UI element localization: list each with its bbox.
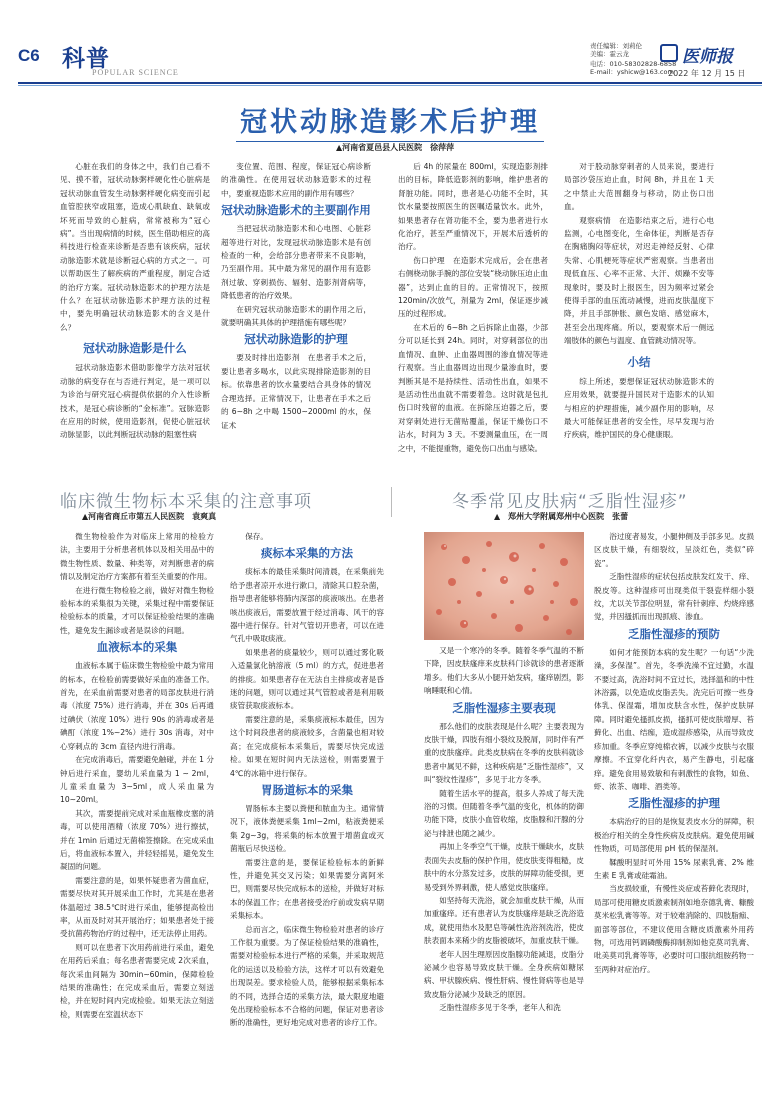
paragraph: 随着生活水平的提高，很多人养成了每天洗浴的习惯。但随着冬季气温的变化，机体的防御功能下降，皮肤小血管收缩，皮脂腺和汗腺的分泌与排泄也随之减少。 <box>424 788 584 838</box>
paragraph: 当把冠状动脉造影术和心电图、心脏彩超等进行对比，发现冠状动脉造影术是有创检查的一种，会给部分患者带来不良影响，乃至副作用。其中最为常见的副作用有造影剂过敏、穿刺损伤、辐射、造影剂肾病等，降低患者的治疗效果。 <box>221 224 371 301</box>
paragraph: 其次，需要提前完成对采血瓶橡皮塞的消毒，可以使用酒精（浓度 70%）进行擦拭，并在 1min 后通过无菌棉签擦除。在完成采血后，将血液标本置入，并轻轻摇晃，避免发生凝固的问题。 <box>60 808 214 872</box>
paragraph: 当皮损较重，有慢性炎症或苔藓化表现时，局部可使用糖皮质激素制剂如地奈德乳膏、糠酸莫米松乳膏等等。对于较难消除的、四肢脂痂、面部等部位，不建议使用含糖皮质激素外用药物，可选用钙调磷酸酶抑制剂如他克莫司乳膏、吡美莫司乳膏等等，必要时可口服抗组胺药物一至两种对症治疗。 <box>594 884 754 974</box>
subheading: 小结 <box>627 354 651 369</box>
paragraph: 冠状动脉造影术借助影像学方法对冠状动脉的病变存在与否进行判定，是一项可以为诊治与研究冠心病提供依据的介入性诊断技术，是冠心病诊断的“金标准”。冠脉造影在应用的时候，使用造影剂，促使心脏冠状动脉显影，以此判断冠状动脉的阻塞性病 <box>60 363 210 440</box>
article1-column-1 <box>60 160 210 480</box>
article3-left-column <box>424 644 584 1110</box>
issue-date: 2022 年 12 月 15 日 <box>668 69 746 78</box>
paragraph: 老年人因生理原因皮脂腺功能减退，皮脂分泌减少也容易导致皮肤干燥。全身疾病如糖尿病、甲状腺疾病、慢性肝病、慢性肾病等也是导致皮脂分泌减少及缺乏的原因。 <box>424 949 584 999</box>
paragraph: 本病治疗的目的是恢复表皮水分的屏障，积极治疗相关的全身性疾病及皮肤病。避免使用碱性物质，可局部使用 pH 低的保湿剂。 <box>594 817 754 854</box>
paragraph: 要及时排出造影剂 在患者手术之后，要让患者多喝水，以此实现排除造影剂的目标。依靠患者的饮水量要结合具身体的情况合理选择。正常情况下，让患者在手术之后的 6~8h 之中喝 1500~2000ml 的水，保证术 <box>221 353 371 430</box>
eczema-skin-photo <box>424 532 584 640</box>
paragraph: 胃肠标本主要以粪便和脓血为主。通常情况下，液体粪便采集 1ml~2ml，粘液粪便采集 2g~3g，将采集的标本放置于增菌盒或灭菌瓶后尽快送检。 <box>230 803 384 854</box>
paragraph: 又是一个寒冷的冬季。随着冬季气温的不断下降，因皮肤瘙痒来皮肤科门诊就诊的患者逐渐增多。他们大多从小腿开始发病，瘙痒剧烈，影响睡眠和心情。 <box>424 646 584 696</box>
subheading: 乏脂性湿疹主要表现 <box>452 700 556 715</box>
paragraph: 总而言之，临床微生物检验对患者的诊疗工作很为重要。为了保证检验结果的准确性，需要对检验标本进行严格的采集，并采取规范化的运送以及检验方法，这样才可以有效避免出现误差。要求检验人员，能够根据采集标本的不同，选择合适的采集方法，最大限度地避免出现检验标本不合格的问题，保证对患者诊断的准确性，更好地完成对患者的诊疗工作。 <box>230 924 384 1028</box>
paragraph: 则可以在患者下次用药前进行采血，避免在用药后采血；每名患者需要完成 2次采血，每次采血间隔为 30min~60min，保障检验结果的准确性；在完成采血后，需要立刻送检，并在短时间内完成检验。如果无法立刻送检，则需要在室温状态下 <box>60 942 214 1019</box>
paragraph: 如何才能预防本病的发生呢？一句话“少洗澡，多保湿”。首先，冬季洗澡不宜过勤，水温不要过高，洗浴时间不宜过长，选择温和的中性沐浴露，以免造成皮脂丢失。洗完后可擦一些身体乳、保湿霜，增加皮肤含水性，保护皮肤屏障。同时避免搔抓皮损，搔抓可使皮肤增厚、苔藓化、出血、结痂，造成湿疹感染，从而导致皮疹加重。冬季应穿纯棉衣裤，以减少皮肤与衣服摩擦。不宜穿化纤内衣，易产生静电，引起瘙痒。避免食用易致敏和有刺激性的食物，如鱼、虾、浓茶、咖啡、酒类等。 <box>594 647 754 791</box>
editor-line-1: 责任编辑：刘莉伦 <box>590 42 642 50</box>
subheading: 乏脂性湿疹的护理 <box>628 796 720 811</box>
paragraph: 那么他们的皮肤表现是什么呢？主要表现为皮肤干燥，四肢有细小裂纹及脱屑，同时伴有严重的皮肤瘙痒。此类皮肤病在冬季的皮肤科就诊患者中属见不鲜，这种疾病是“乏脂性湿疹”，又叫“裂纹性湿疹”，多见于北方冬季。 <box>424 721 584 785</box>
masthead-title: 医师报 <box>682 47 733 67</box>
paragraph: 痰标本的最佳采集时间清晨，在采集前先给予患者凉开水进行漱口，清除其口腔杂菌，指导患者能够将肺内深部的痰液咳出。在患者咳出痰液后，需要放置于经过消毒、风干的容器中进行保存。针对气管切开患者，可以在进气孔中吸取痰液。 <box>230 567 384 644</box>
paragraph: 在进行微生物检验之前，做好对微生物检验标本的采集很为关键，采集过程中需要保证检验标本的质量，才可以保证检验结果的准确性，避免发生漏诊或者是误诊的问题。 <box>60 585 214 635</box>
article3-right-column <box>594 530 754 1110</box>
paragraph: 浴过度者易发，小腿伸侧及手部多见。皮损区皮肤干燥，有细裂纹，呈淡红色，类似“碎瓷”。 <box>594 532 754 568</box>
header-rule <box>18 82 762 84</box>
paragraph: 再加上冬季空气干燥，皮肤干燥缺水，皮肤表面失去皮脂的保护作用，使皮肤变得粗糙，皮肤中的水分蒸发过多，皮肤的屏障功能受损，更易受到外界刺激，使人感觉皮肤瘙痒。 <box>424 842 584 892</box>
paragraph: 保存。 <box>245 532 268 541</box>
paragraph: 需要注意的是，要保证检验标本的新鲜性，并避免其交叉污染；如果需要分离阿米巴，则需要尽快完成标本的送检，并做好对标本的保温工作；在患者接受治疗前或发病早期采集标本。 <box>230 857 384 921</box>
paragraph: 综上所述，要想保证冠状动脉造影术的应用效果，就要提升国民对于造影术的认知与相应的护理措施，减少副作用的影响，尽最大可能保证患者的安全性，尽早发现与治疗疾病，维护国民的身心健康眼。 <box>564 376 714 440</box>
paragraph: 需要注意的是，采集痰液标本最佳，因为这个时间段患者的痰液较多，含菌量也相对较高；在完成痰标本采集后，需要尽快完成送检。如果在短时间内无法送检，则需要置于 4℃的冰箱中进行保存。 <box>230 714 384 778</box>
article1-column-3 <box>398 160 548 480</box>
article1-column-2 <box>221 160 371 480</box>
article3-title: 冬季常见皮肤病“乏脂性湿疹” <box>452 492 688 512</box>
paragraph: 需要注意的是，如果怀疑患者为菌血症，需要尽快对其开展采血工作时，尤其是在患者体温超过 38.5℃时进行采血，能够提高检出率，从而及时对其开展治疗；如果患者处于接受抗菌药物治疗的过程中，还无法停止用药。 <box>60 875 214 939</box>
article1-byline: ▲河南省夏邑县人民医院 徐萍萍 <box>336 143 455 152</box>
article3-byline: ▲ 郑州大学附属郑州中心医院 张蕾 <box>494 512 629 521</box>
subheading: 冠状动脉造影是什么 <box>83 341 187 356</box>
paragraph: 乏脂性湿疹多见于冬季，老年人和洗 <box>439 1003 561 1013</box>
paragraph: 伤口护理 在造影术完成后，会在患者右侧桡动脉手腕的部位安装“桡动脉压迫止血器”，达到止血的目的。正常情况下，按照 120min/次放气，剂量为 2ml，保证逐步减压的过程形成。 <box>398 255 548 319</box>
header-rule-thin <box>18 85 762 86</box>
email-line: E-mail：yshicw@163.com <box>590 68 674 76</box>
paragraph: 如果患者的痰量较少，则可以通过雾化吸入适量氯化钠溶液（5 ml）的方式，促进患者的排痰。如果患者存在无法自主排痰或者是昏迷的问题，则可以通过其气管腔或者是利用吸痰管获取痰液标本。 <box>230 647 384 711</box>
page-number: C6 <box>18 46 40 65</box>
editor-line-2: 美编：霍云龙 <box>590 50 629 58</box>
subheading: 痰标本采集的方法 <box>261 546 353 561</box>
subheading: 乏脂性湿疹的预防 <box>628 626 720 641</box>
subheading: 冠状动脉造影术的主要副作用 <box>221 203 371 218</box>
section-subtitle: POPULAR SCIENCE <box>92 68 179 77</box>
paragraph: 心脏在我们的身体之中，我们自己看不见、摸不着，冠状动脉粥样硬化性心脏病是冠状动脉血管发生动脉粥样硬化病变而引起血管腔狭窄或阻塞，造成心肌缺血、缺氧或坏死而导致的心脏病，常常被称为“冠心病”。当出现病情的时候，医生借助相应的高科技进行检查来诊断是否患有该疾病，冠状动脉造影术就是诊断冠心病的方式之一。可以帮助医生了解疾病的严重程度，制定合适的治疗方案。冠状动脉造影术的护理方法是什么？在冠状动脉造影术护理方法的过程中，要先明确冠状动脉造影术的含义是什么？ <box>60 162 210 332</box>
paragraph: 乏脂性湿疹的症状包括皮肤发红发干、痒、脱皮等。这种湿疹可出现类似干裂瓷样细小裂纹，尤以关节部位明显，常有针刺痒、灼烧痒感觉，并因搔抓而出现抓痕、渗血。 <box>594 572 754 622</box>
subheading: 胃肠道标本的采集 <box>261 782 353 797</box>
paragraph: 在完成消毒后，需要避免触碰，并在 1 分钟后进行采血，婴幼儿采血量为 1 ~ 2ml，儿童采血量为 3~5ml，成人采血量为 10~20ml。 <box>60 755 214 805</box>
paragraph: 微生物检验作为对临床上常用的检验方法，主要用于分析患者机体以及相关用品中的微生物性质、数量、种类等，对判断患者的病情以及制定治疗方案都有着至关重要的作用。 <box>60 532 214 582</box>
paragraph: 观察病情 在造影结束之后，进行心电监测，心电图变化，生命体征，判断是否存在胸痛胸闷等症状，对迟走神经反射、心律失常、心肌梗死等症状严密观察。当患者出现低血压、心率不正常、大汗、烦躁不安等现象时，要及时上报医生，因为频率过紧会使得手部的血压流动减慢，进而皮肤温度下降，并且手部肿胀、颜色发暗、感觉麻木，甚至会出现疼痛。所以，要观察术后一侧远端肢体的颜色与温度、血管跳动情况等。 <box>564 215 714 346</box>
article-divider <box>391 487 392 517</box>
paragraph: 如坚持每天洗浴，就会加重皮肤干燥，从而加重瘙痒。还有患者认为皮肤瘙痒是缺乏洗浴造成，就使用热水及肥皂等碱性洗浴剂洗浴，使皮肤表面本来稀少的皮脂被破坏，加重皮肤干燥。 <box>424 895 584 946</box>
section-title: 科普 <box>62 46 110 72</box>
paragraph: 血液标本属于临床微生物检验中最为常用的标本，在检验前需要做好采血的准备工作。首先，在采血前需要对患者的局部皮肤进行消毒（浓度 75%）进行消毒，并在 30s 后再通过碘伏（浓度 10%）进行 90s 的消毒或者是碘酊（浓度 1%~2%）进行 30s 消毒，对中心穿刺点的 3cm 直径内进行消毒。 <box>60 661 214 751</box>
masthead-logo-icon <box>660 44 678 62</box>
article2-column-1 <box>60 530 214 1110</box>
paragraph: 在研究冠状动脉造影术的副作用之后，就要明确其具体的护理措施有哪些呢？ <box>221 304 371 328</box>
phone-line: 电话：010-58302828-6858 <box>590 60 677 68</box>
paragraph: 后 4h 的尿量在 800ml，实现造影剂排出的目标，降低造影剂的影响，维护患者的肾脏功能。同时，患者是心功能不全时，其饮水量要按照医生的医嘱适量饮水。此外，如果患者存在肾功能不全，要为患者进行水化治疗，甚至严重情况下，开展术后透析的治疗。 <box>398 162 548 252</box>
subheading: 冠状动脉造影的护理 <box>244 332 348 347</box>
subheading: 血液标本的采集 <box>96 640 178 655</box>
paragraph: 对于股动脉穿刺者的人员来说，要进行局部沙袋压迫止血，时间 8h，并且在 1 天之中禁止大范围翻身与移动，防止伤口出血。 <box>564 162 714 212</box>
article2-title: 临床微生物标本采集的注意事项 <box>60 492 312 512</box>
paragraph: 鞣酸明显时可外用 15% 尿素乳膏、2% 维生素 E 乳膏或硅霜油。 <box>594 857 754 880</box>
paragraph: 变位置、范围、程度，保证冠心病诊断的准确性。在使用冠状动脉造影术的过程中，要重视造影术应用的副作用有哪些？ <box>221 162 371 198</box>
article1-column-4 <box>564 160 714 480</box>
article1-title: 冠状动脉造影术后护理 <box>240 107 540 138</box>
article2-column-2 <box>230 530 384 1110</box>
article2-byline: ▲河南省商丘市第五人民医院 袁爽真 <box>82 512 217 521</box>
paragraph: 在术后的 6~8h 之后拆除止血器，少部分可以延长到 24h。同时，对穿刺部位的出血情况、血肿、止血器周围的渗血情况等进行观察。当止血器周边出现少量渗血时，要判断其是不是持续性、活动性出血，如果不是活动性出血就不需要着急。这时就是包扎伤口时残留的血液。在拆除压迫器之后，要对穿刺处进行无菌贴覆盖，保证干燥伤口不沾水，时间为 3 天。不要测量血压，在一周之中，不能提重物，避免伤口出血与感染。 <box>398 322 548 453</box>
